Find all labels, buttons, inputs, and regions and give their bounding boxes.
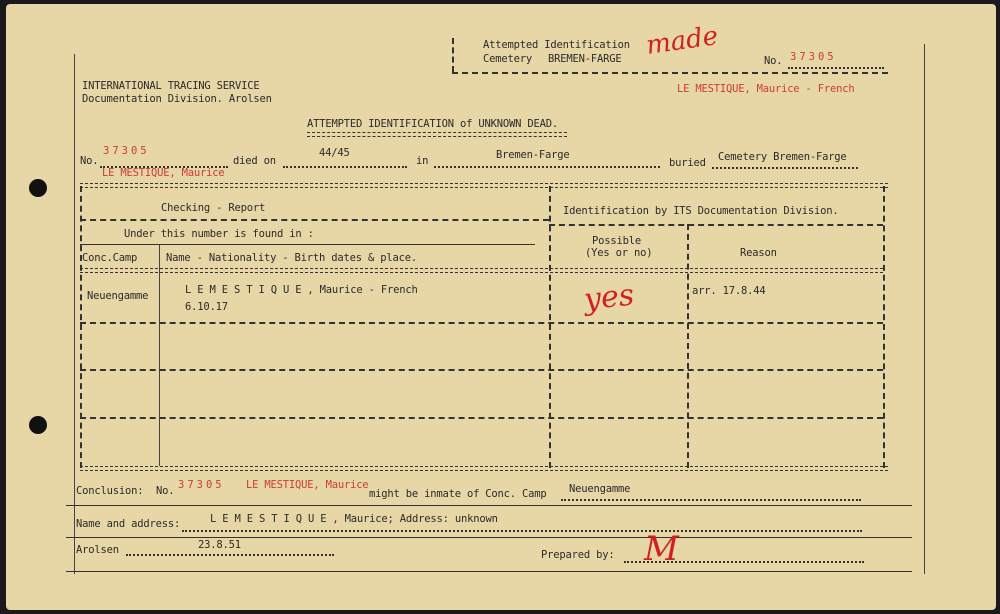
checking-report-header: Checking - Report (161, 202, 266, 214)
in-label: in (416, 155, 429, 167)
col-reason: Reason (740, 247, 777, 259)
in-dotted-line (434, 166, 660, 168)
table-right-border (883, 186, 885, 468)
handwritten-made-mark: made (644, 21, 720, 61)
punch-hole-top (29, 179, 47, 197)
record-name-below: LE MESTIQUE, Maurice (102, 167, 225, 179)
col-name-nationality: Name - Nationality - Birth dates & place. (166, 252, 417, 264)
died-on-value: 44/45 (319, 147, 350, 159)
conclusion-camp-value: Neuengamme (569, 483, 631, 495)
conclusion-mid-text: might be inmate of Conc. Camp (369, 488, 547, 500)
form-title-underline (307, 132, 567, 137)
row-reason: arr. 17.8.44 (692, 285, 766, 297)
form-title: ATTEMPTED IDENTIFICATION of UNKNOWN DEAD. (307, 118, 558, 130)
conclusion-camp-dotted-line (561, 499, 861, 501)
table-header-divider-left (80, 219, 549, 221)
header-no-value: 37305 (790, 51, 837, 63)
name-address-label: Name and address: (76, 518, 181, 530)
org-line-2: Documentation Division. Arolsen (82, 93, 272, 105)
header-box-left-border (452, 38, 454, 72)
died-on-dotted-line (283, 166, 407, 168)
in-value: Bremen-Farge (496, 149, 570, 161)
table-middle-border (549, 186, 551, 468)
prepared-by-signature: M (644, 529, 679, 569)
header-box-bottom-border (452, 72, 888, 74)
table-bottom-border (80, 466, 888, 471)
identification-header: Identification by ITS Documentation Division. (563, 205, 839, 217)
row-divider-1 (80, 322, 883, 324)
col-possible-line-2: (Yes or no) (585, 247, 653, 259)
row-name-line-2: 6.10.17 (185, 301, 228, 313)
conclusion-no-value: 37305 (178, 479, 225, 491)
buried-value: Cemetery Bremen-Farge (718, 151, 847, 163)
footer-date: 23.8.51 (198, 539, 241, 551)
prepared-by-dotted-line (624, 561, 864, 563)
conclusion-name: LE MESTIQUE, Maurice (246, 479, 369, 491)
under-this-number-label: Under this number is found in : (124, 228, 314, 240)
died-on-label: died on (233, 155, 276, 167)
header-no-dotted-line (788, 67, 884, 69)
buried-dotted-line (712, 167, 858, 169)
card-bottom-line (66, 571, 912, 572)
form-left-border (74, 54, 75, 574)
record-no-value: 37305 (103, 145, 150, 157)
prepared-by-label: Prepared by: (541, 549, 615, 561)
col-possible-line-1: Possible (592, 235, 641, 247)
table-left-border (80, 186, 82, 468)
index-card (6, 4, 996, 610)
cemetery-value: BREMEN-FARGE (548, 53, 622, 65)
col-conc-camp: Conc.Camp (82, 252, 138, 264)
name-address-divider (66, 537, 912, 538)
conclusion-no-label: No. (156, 485, 175, 497)
table-camp-name-divider (159, 244, 160, 466)
conclusion-divider (66, 505, 912, 506)
name-address-value: L E M E S T I Q U E , Maurice; Address: unknown (210, 513, 498, 525)
row-divider-2 (80, 369, 883, 371)
right-name-stamp: LE MESTIQUE, Maurice - French (677, 83, 855, 95)
table-top-border (80, 183, 888, 188)
row-name-line-1: L E M E S T I Q U E , Maurice - French (185, 284, 418, 296)
table-subheader-divider (80, 244, 535, 245)
buried-label: buried (669, 157, 706, 169)
conclusion-label: Conclusion: (76, 485, 144, 497)
row-camp: Neuengamme (87, 290, 149, 302)
punch-hole-bottom (29, 416, 47, 434)
org-line-1: INTERNATIONAL TRACING SERVICE (82, 80, 260, 92)
name-address-dotted-line (182, 530, 862, 532)
form-right-border (924, 44, 925, 574)
footer-date-dotted-line (126, 554, 334, 556)
record-no-label: No. (80, 155, 99, 167)
cemetery-label: Cemetery (483, 53, 532, 65)
table-column-header-underline (80, 268, 883, 273)
table-possible-reason-divider (687, 224, 689, 468)
row-divider-3 (80, 417, 883, 419)
footer-place: Arolsen (76, 544, 119, 556)
row-possible-handwritten: yes (582, 277, 636, 318)
table-header-divider-right (549, 224, 883, 226)
attempted-identification-label: Attempted Identification (483, 39, 630, 51)
header-no-label: No. (764, 55, 783, 67)
